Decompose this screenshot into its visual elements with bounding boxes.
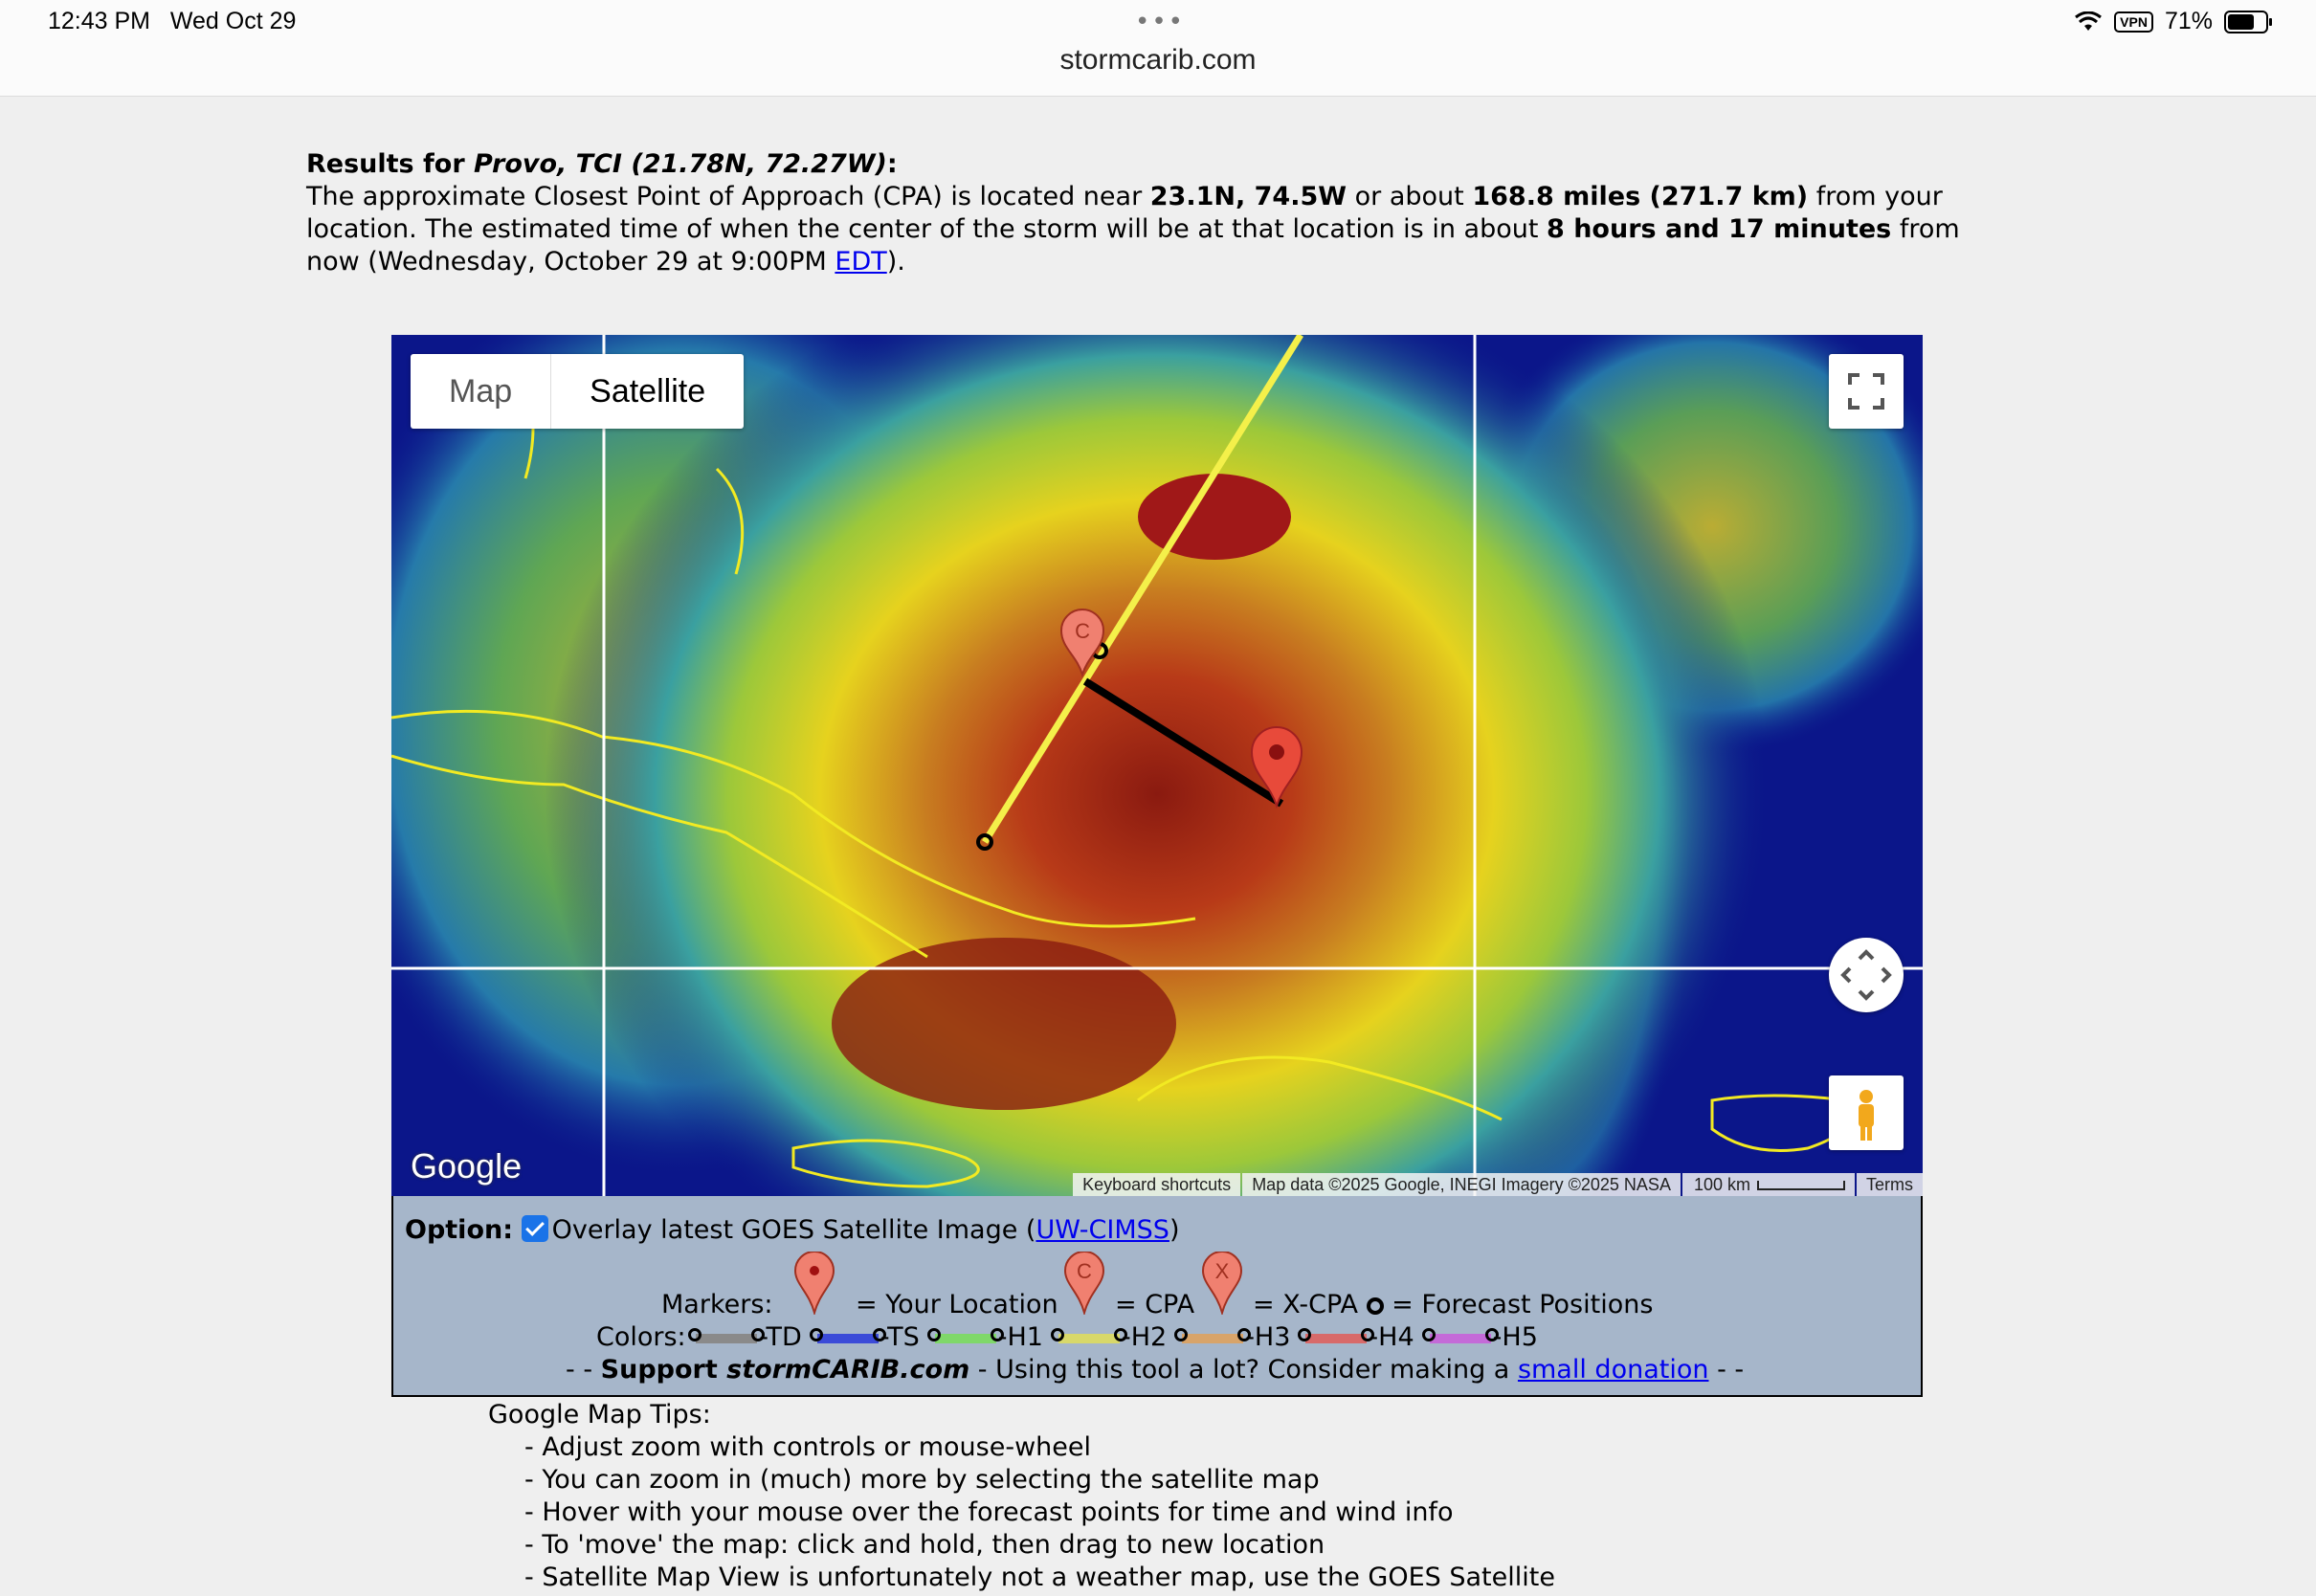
support-line bbox=[566, 1355, 1744, 1385]
tips-title: Google Map Tips: bbox=[488, 1400, 711, 1430]
more-dots-icon[interactable]: ••• bbox=[1135, 8, 1186, 36]
map-type-satellite-button[interactable]: Satellite bbox=[590, 373, 706, 410]
color-swatch bbox=[1430, 1334, 1491, 1343]
vpn-badge: VPN bbox=[2114, 11, 2153, 33]
overlay-close-paren: ) bbox=[1169, 1215, 1180, 1245]
results-text-1: The approximate Closest Point of Approach (CPA) is located near bbox=[306, 182, 1150, 211]
uw-cimss-link[interactable]: UW-CIMSS bbox=[1036, 1215, 1169, 1245]
cpa-legend-icon bbox=[1063, 1252, 1105, 1315]
tip-item: - Adjust zoom with controls or mouse-wheel bbox=[524, 1432, 1091, 1462]
support-prefix: - - bbox=[566, 1355, 601, 1385]
cpa-eta: 8 hours and 17 minutes bbox=[1547, 214, 1892, 244]
pegman-icon bbox=[1829, 1075, 1904, 1150]
forecast-position-icon bbox=[1367, 1297, 1384, 1315]
your-location-legend: = Your Location bbox=[856, 1290, 1058, 1319]
scale-bar bbox=[1682, 1173, 1855, 1196]
fullscreen-icon bbox=[1829, 354, 1904, 429]
results-text-2: or about bbox=[1347, 182, 1473, 211]
color-swatch bbox=[696, 1334, 757, 1343]
wifi-icon bbox=[2074, 11, 2103, 33]
keyboard-shortcuts-link[interactable]: Keyboard shortcuts bbox=[1073, 1173, 1240, 1196]
date-text: Wed Oct 29 bbox=[169, 8, 297, 34]
xcpa-legend-icon bbox=[1201, 1252, 1243, 1315]
color-swatch bbox=[1305, 1334, 1367, 1343]
results-colon: : bbox=[886, 149, 898, 179]
map-data-text: Map data ©2025 Google, INEGI Imagery ©2025 NASA bbox=[1242, 1173, 1681, 1196]
color-swatch bbox=[817, 1334, 879, 1343]
overlay-checkbox[interactable] bbox=[522, 1215, 548, 1242]
track-overlay bbox=[391, 335, 1923, 1196]
color-label: -H4 bbox=[1369, 1322, 1414, 1352]
color-swatch bbox=[1058, 1334, 1120, 1343]
color-label: -H3 bbox=[1245, 1322, 1291, 1352]
map-tips bbox=[488, 1399, 1555, 1594]
color-items bbox=[694, 1322, 1551, 1352]
cpa-distance-line bbox=[1085, 681, 1281, 804]
color-label: -H5 bbox=[1492, 1322, 1538, 1352]
color-label: -TS bbox=[880, 1322, 920, 1352]
markers-label: Markers: bbox=[661, 1290, 773, 1319]
storm-map[interactable] bbox=[391, 335, 1923, 1196]
results-text-3: from your location. The estimated time of when the center of the storm will be at that location is in about bbox=[306, 182, 1943, 244]
overlay-option bbox=[405, 1215, 1179, 1245]
results-location: Provo, TCI (21.78N, 72.27W) bbox=[474, 149, 887, 179]
status-time bbox=[48, 8, 296, 35]
street-view-button[interactable] bbox=[1829, 1075, 1904, 1150]
donation-link[interactable]: small donation bbox=[1517, 1355, 1709, 1385]
pan-control-button[interactable] bbox=[1829, 938, 1904, 1012]
cpa-legend-letter: C bbox=[1077, 1259, 1092, 1283]
terms-link[interactable]: Terms bbox=[1857, 1173, 1923, 1196]
support-site: stormCARIB.com bbox=[726, 1355, 970, 1385]
colors-label: Colors: bbox=[596, 1322, 686, 1352]
results-prefix: Results for bbox=[306, 149, 475, 179]
map-type-map-button[interactable]: Map bbox=[411, 354, 551, 429]
tip-item: - You can zoom in (much) more by selecting the satellite map bbox=[524, 1465, 1320, 1495]
pan-arrows-icon bbox=[1829, 938, 1904, 1012]
tip-item: - To 'move' the map: click and hold, then drag to new location bbox=[524, 1530, 1325, 1560]
cpa-distance: 168.8 miles (271.7 km) bbox=[1472, 182, 1809, 211]
support-suffix: - - bbox=[1708, 1355, 1745, 1385]
cpa-legend: = CPA bbox=[1115, 1290, 1195, 1319]
battery-percent: 71% bbox=[2164, 8, 2213, 34]
forecast-track-line bbox=[985, 335, 1301, 842]
address-bar[interactable]: stormcarib.com bbox=[1059, 44, 1257, 76]
colors-legend bbox=[596, 1322, 1551, 1352]
cpa-marker-letter: C bbox=[1075, 619, 1090, 643]
support-label: Support bbox=[600, 1355, 727, 1385]
edt-link[interactable]: EDT bbox=[835, 247, 887, 277]
option-label: Option: bbox=[405, 1215, 514, 1245]
battery-icon bbox=[2224, 11, 2268, 33]
google-logo: Google bbox=[411, 1146, 523, 1186]
map-type-control bbox=[411, 354, 744, 429]
xcpa-legend-text: = X-CPA bbox=[1253, 1290, 1358, 1319]
map-attribution bbox=[1071, 1173, 1923, 1196]
color-label: -TD bbox=[759, 1322, 802, 1352]
xcpa-legend bbox=[1253, 1290, 1653, 1319]
support-text: - Using this tool a lot? Consider making a bbox=[969, 1355, 1518, 1385]
time-text: 12:43 PM bbox=[48, 8, 151, 34]
overlay-text: Overlay latest GOES Satellite Image ( bbox=[551, 1215, 1036, 1245]
results-text-4: from now (Wednesday, October 29 at 9:00PM bbox=[306, 214, 1960, 277]
color-label: -H2 bbox=[1121, 1322, 1168, 1352]
xcpa-legend-letter: X bbox=[1214, 1259, 1230, 1283]
markers-legend bbox=[661, 1290, 773, 1319]
results-text bbox=[306, 148, 1962, 278]
status-right bbox=[2074, 8, 2268, 35]
options-panel bbox=[391, 1196, 1923, 1397]
scale-label: 100 km bbox=[1693, 1175, 1750, 1194]
tip-item: - Hover with your mouse over the forecast points for time and wind info bbox=[524, 1497, 1454, 1527]
color-swatch bbox=[935, 1334, 996, 1343]
status-bar bbox=[0, 0, 2316, 97]
tip-item: - Satellite Map View is unfortunately not a weather map, use the GOES Satellite bbox=[524, 1563, 1555, 1592]
your-location-legend-icon bbox=[793, 1252, 835, 1315]
results-text-5: ). bbox=[886, 247, 905, 277]
cpa-coordinates: 23.1N, 74.5W bbox=[1149, 182, 1347, 211]
fullscreen-button[interactable] bbox=[1829, 354, 1904, 429]
color-label: -H1 bbox=[997, 1322, 1043, 1352]
forecast-legend-text: = Forecast Positions bbox=[1392, 1290, 1654, 1319]
color-swatch bbox=[1182, 1334, 1243, 1343]
